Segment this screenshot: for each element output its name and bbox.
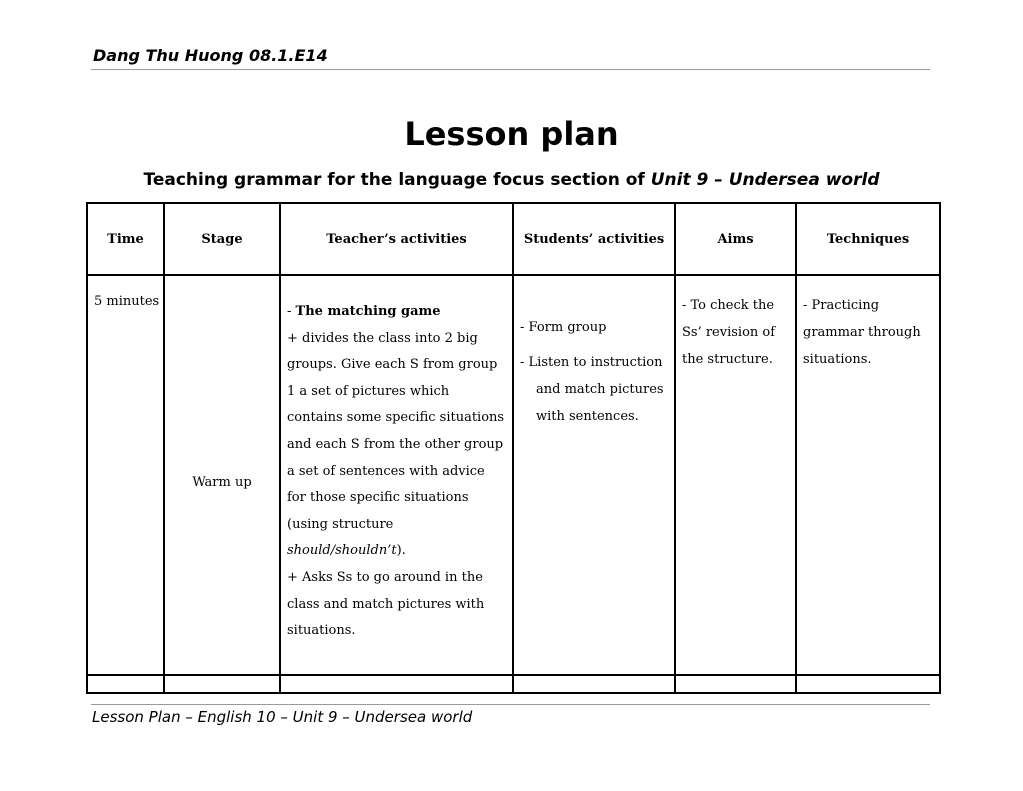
empty-cell — [675, 675, 796, 693]
header-stage: Stage — [164, 203, 280, 275]
header-divider — [91, 69, 930, 70]
header-techniques: Techniques — [796, 203, 940, 275]
page-subtitle — [0, 170, 1023, 190]
header-time: Time — [87, 203, 164, 275]
step-1-text: + divides the class into 2 big groups. Give each S from group 1 a set of pictures which contains some specific situations and each S from the other group a set of sentences with advice for those specific situations (using structure — [287, 330, 505, 532]
game-heading — [287, 299, 506, 326]
cell-aims: - To check the Ss’ revision of the structure. — [675, 275, 796, 675]
subtitle-unit: Unit 9 – Undersea world — [650, 170, 880, 190]
cell-students-activities — [513, 275, 675, 675]
page-title: Lesson plan — [404, 115, 619, 153]
cell-stage — [164, 275, 280, 675]
footer-text: Lesson Plan – English 10 – Unit 9 – Undersea world — [92, 708, 473, 726]
step-1-end: ). — [396, 543, 406, 559]
student-item-2-rest: and match pictures with sentences. — [536, 382, 664, 424]
header-teacher-activities: Teacher’s activities — [280, 203, 513, 275]
structure-text: should/shouldn’t — [287, 543, 397, 559]
empty-cell — [513, 675, 675, 693]
student-item-1: - Form group — [520, 320, 607, 335]
cell-teacher-activities — [280, 275, 513, 675]
header-author: Dang Thu Huong 08.1.E14 — [93, 46, 328, 65]
table-header-row — [87, 203, 940, 275]
empty-cell — [87, 675, 164, 693]
empty-cell — [280, 675, 513, 693]
dash: - — [287, 304, 296, 319]
cell-techniques: - Practicing grammar through situations. — [796, 275, 940, 675]
table-row-empty — [87, 675, 940, 693]
empty-cell — [796, 675, 940, 693]
lesson-plan-table — [86, 202, 941, 694]
header-aims: Aims — [675, 203, 796, 275]
header-students-activities: Students’ activities — [513, 203, 675, 275]
empty-cell — [164, 675, 280, 693]
teacher-step-2: + Asks Ss to go around in the class and match pictures with situations. — [287, 569, 485, 639]
game-title: The matching game — [295, 304, 441, 319]
stage-label: Warm up — [192, 474, 252, 490]
footer-divider — [91, 704, 930, 705]
subtitle-prefix: Teaching grammar for the language focus section of — [143, 170, 651, 190]
student-item-2-lead: - Listen to instruction — [520, 355, 663, 370]
teacher-step-1 — [287, 326, 506, 565]
cell-time: 5 minutes — [87, 275, 164, 675]
table-row — [87, 275, 940, 675]
